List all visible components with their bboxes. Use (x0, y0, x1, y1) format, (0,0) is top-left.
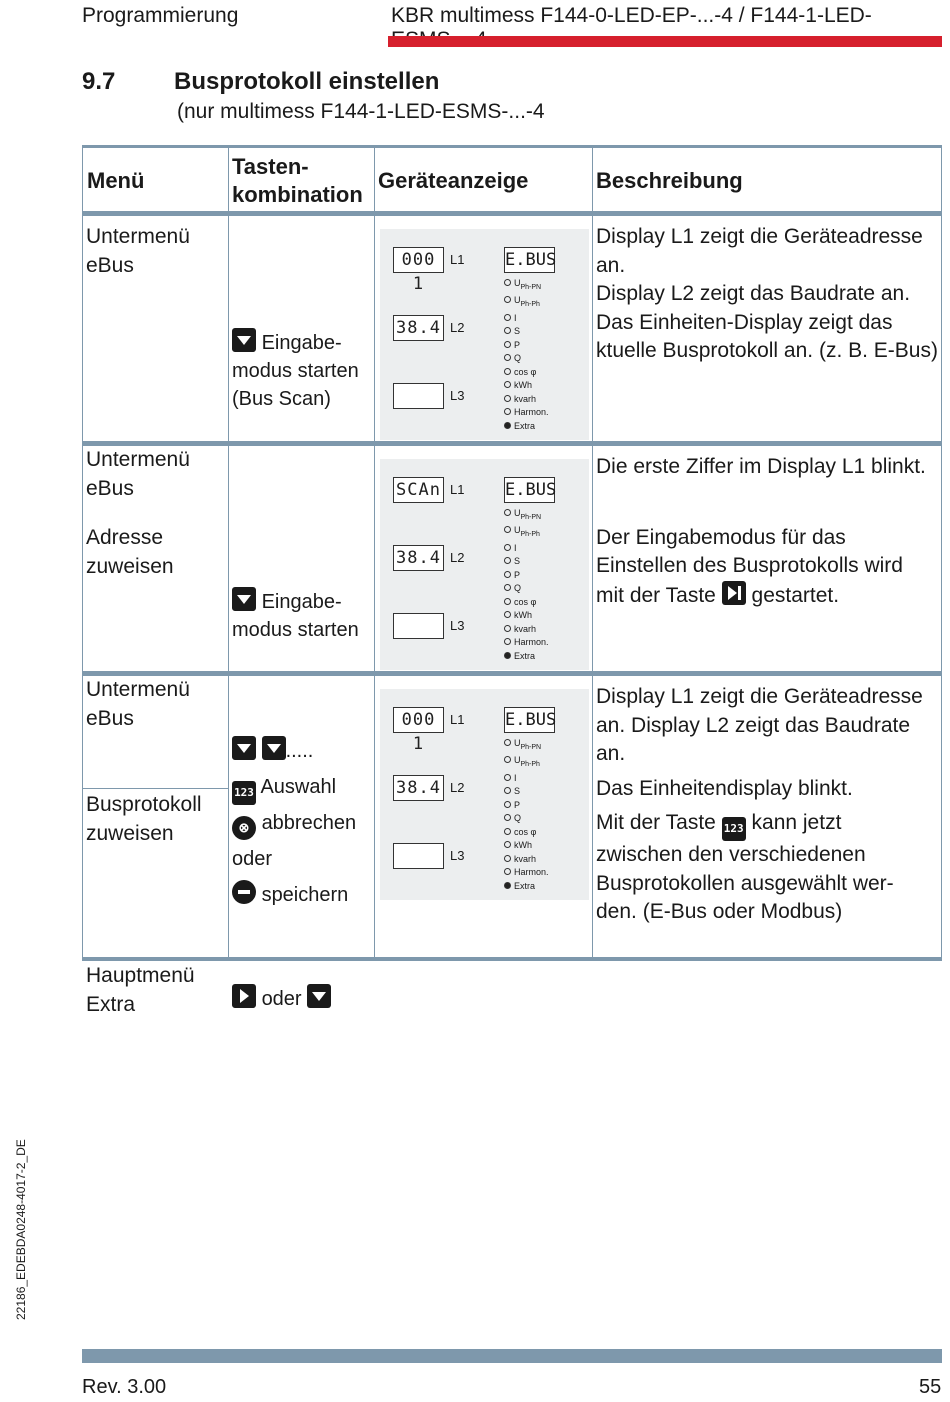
menu-line: Adresse (86, 526, 164, 549)
desc-line: Das Einheitendisplay blinkt. (596, 776, 853, 800)
desc-line: Busprotokollen ausgewählt wer- (596, 871, 894, 895)
header-menu: Menü (87, 168, 145, 193)
down-key-icon (307, 984, 331, 1008)
footer-bar (82, 1349, 942, 1363)
label-l2: L2 (450, 320, 465, 335)
row2-menu (86, 446, 190, 581)
menu-line: zuweisen (86, 554, 174, 578)
desc-line: Mit der Taste (596, 811, 716, 834)
desc-line: Display L1 zeigt die Geräteadresse (596, 685, 923, 708)
label-l2: L2 (450, 780, 465, 795)
settings-table (82, 145, 942, 961)
desc-line: ktuelle Busprotokoll an. (z. B. E-Bus) (596, 339, 938, 362)
down-key-icon (232, 328, 256, 352)
keys-line: modus starten (232, 619, 359, 641)
desc-line: Einstellen des Busprotokolls wird (596, 554, 903, 577)
section-subtitle: (nur multimess F144-1-LED-ESMS-...-4 (177, 100, 545, 123)
device-display (380, 689, 589, 900)
row1-menu (86, 223, 190, 280)
col-divider (592, 145, 593, 961)
device-display (380, 229, 589, 440)
row1-keys (232, 328, 359, 413)
desc-line: Der Eingabemodus für das (596, 525, 846, 549)
desc-line: mit der Taste (596, 583, 716, 607)
row-sub-divider (82, 788, 228, 789)
desc-line: Die erste Ziffer im Display L1 blinkt. (596, 455, 926, 478)
unit-display: E.BUS (504, 477, 555, 503)
label-l3: L3 (450, 618, 465, 633)
save-key-icon (232, 880, 256, 904)
display-l3 (393, 383, 444, 409)
row3-menu-sub (86, 791, 202, 848)
desc-line: Das Einheiten-Display zeigt das (596, 310, 893, 334)
indicator-list: $U_{Ph-PN}$ $U_{Ph-Ph}$ I S P Q cos φ kWh kvarh Harmon. Extra (504, 507, 549, 663)
desc-line: an. (596, 742, 626, 765)
header-keys-line: Tasten- (232, 154, 309, 179)
keys-line: modus starten (232, 360, 359, 382)
unit-display: E.BUS (504, 707, 555, 733)
row3-keys (232, 733, 356, 913)
label-l2: L2 (450, 550, 465, 565)
row-divider (82, 957, 942, 961)
unit-display: E.BUS (504, 247, 555, 273)
number-key-icon: 123 (232, 781, 256, 805)
desc-line: an. Display L2 zeigt das Baudrate (596, 713, 911, 737)
menu-line: Untermenü (86, 678, 190, 701)
header-display: Geräteanzeige (378, 168, 529, 193)
row-divider (82, 671, 942, 676)
desc-line: Display L2 zeigt das Baudrate an. (596, 282, 911, 305)
label-l1: L1 (450, 252, 465, 267)
document-code: 22186_EDEBDA0248-4017-2_DE (14, 1139, 28, 1320)
row2-description (596, 453, 926, 610)
row3-menu (86, 676, 190, 733)
menu-line: Busprotokoll (86, 793, 202, 816)
desc-line: Display L1 zeigt die Geräteadresse an. (596, 225, 923, 277)
indicator-list: $U_{Ph-PN}$ $U_{Ph-Ph}$ I S P Q cos φ kWh kvarh Harmon. Extra (504, 737, 549, 893)
display-l1: 000 1 (393, 707, 444, 733)
desc-line: gestartet. (751, 583, 840, 607)
desc-line: kann jetzt (751, 811, 842, 834)
number-key-icon: 123 (722, 817, 746, 841)
display-l2: 38.4 (393, 315, 444, 341)
down-key-icon (262, 736, 286, 760)
row1-description (596, 223, 942, 366)
row-divider (82, 441, 942, 446)
keys-line: oder (232, 848, 273, 870)
right-key-icon (232, 984, 256, 1008)
next-key-icon (722, 581, 746, 605)
desc-line: den. (E-Bus oder Modbus) (596, 900, 843, 923)
display-l3 (393, 843, 444, 869)
section-title: Busprotokoll einstellen (174, 68, 440, 95)
cancel-key-icon: ⊗ (232, 816, 256, 840)
table-header-border (82, 211, 942, 216)
label-l3: L3 (450, 848, 465, 863)
col-divider (228, 145, 229, 961)
keys-line: Auswahl (260, 776, 337, 798)
keys-line: (Bus Scan) (232, 388, 331, 410)
table-top-border (82, 145, 942, 148)
label-l1: L1 (450, 712, 465, 727)
row4-keys (232, 984, 331, 1013)
section-number: 9.7 (82, 68, 116, 95)
display-l3 (393, 613, 444, 639)
label-l1: L1 (450, 482, 465, 497)
desc-line: zwischen den verschiedenen (596, 843, 866, 866)
menu-line: eBus (86, 706, 134, 730)
indicator-list: $U_{Ph-PN}$ $U_{Ph-Ph}$ I S P Q cos φ kWh kvarh Harmon. Extra (504, 277, 549, 433)
col-divider (374, 145, 375, 961)
header-keys-line: kombination (232, 182, 363, 207)
footer-revision: Rev. 3.00 (82, 1376, 167, 1398)
down-key-icon (232, 587, 256, 611)
row3-description (596, 683, 923, 927)
menu-line: Untermenü (86, 448, 190, 471)
display-l2: 38.4 (393, 775, 444, 801)
menu-line: zuweisen (86, 821, 174, 845)
row4-menu (86, 962, 195, 1019)
row2-keys (232, 587, 359, 644)
menu-line: eBus (86, 253, 134, 277)
page-header-right: KBR multimess F144-0-LED-EP-...-4 / F144-1-LED- (391, 4, 872, 27)
display-l1: SCAn (393, 477, 444, 503)
page-header-left: Programmierung (82, 4, 239, 27)
label-l3: L3 (450, 388, 465, 403)
keys-line: speichern (261, 884, 349, 906)
menu-line: Hauptmenü (86, 964, 195, 987)
display-l2: 38.4 (393, 545, 444, 571)
header-accent-bar (388, 36, 942, 47)
keys-line: Eingabe- (261, 332, 342, 354)
page-number: 55 (919, 1376, 942, 1398)
display-l1: 000 1 (393, 247, 444, 273)
keys-dots: ..... (285, 740, 314, 762)
menu-line: Untermenü (86, 225, 190, 248)
col-divider (82, 145, 83, 961)
keys-line: abbrechen (261, 812, 357, 834)
menu-line: Extra (86, 992, 136, 1016)
menu-line: eBus (86, 476, 134, 500)
header-description: Beschreibung (596, 168, 743, 193)
keys-line: oder (261, 988, 302, 1010)
down-key-icon (232, 736, 256, 760)
device-display (380, 459, 589, 670)
header-keys (232, 153, 363, 209)
keys-line: Eingabe- (261, 591, 342, 613)
